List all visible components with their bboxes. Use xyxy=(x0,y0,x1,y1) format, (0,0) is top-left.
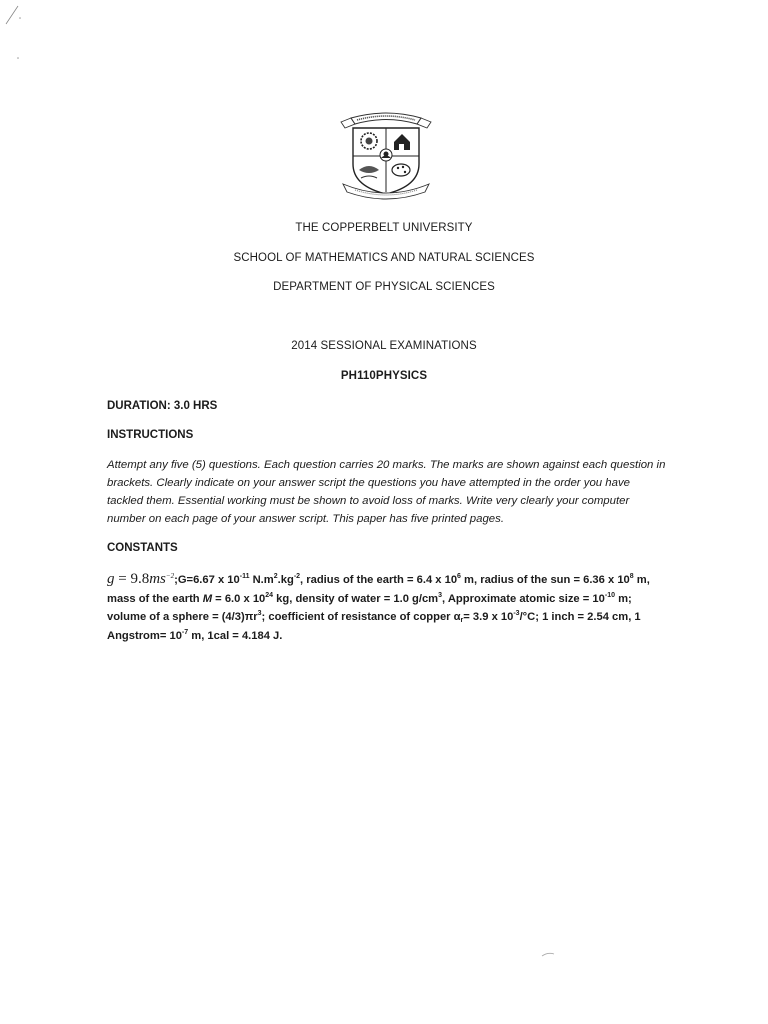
earth-mass-exponent: 24 xyxy=(265,591,274,599)
g-symbol: g xyxy=(107,571,115,587)
copper-value: = 3.9 x 10 xyxy=(463,611,514,624)
grav-unit-kg: .kg xyxy=(277,574,294,586)
scan-speck-icon xyxy=(540,950,560,960)
instructions-heading: INSTRUCTIONS xyxy=(107,429,194,441)
atomic-size: , Approximate atomic size = 10 xyxy=(442,592,605,605)
grav-unit-exponent: 2 xyxy=(273,573,278,580)
sun-radius: m, radius of the sun = 6.36 x 10 xyxy=(460,574,630,586)
course-code: PH110PHYSICS xyxy=(340,370,428,382)
copper-subscript: r xyxy=(460,617,464,625)
water-density: kg, density of water = 1.0 g/cm xyxy=(273,592,439,605)
constants-heading: CONSTANTS xyxy=(107,542,178,554)
sphere-volume: m; volume of a sphere = (4/3)πr xyxy=(107,592,632,624)
university-name: THE COPPERBELT UNIVERSITY xyxy=(295,222,473,234)
grav-unit-kg-exponent: -2 xyxy=(293,573,301,580)
department-name: DEPARTMENT OF PHYSICAL SCIENCES xyxy=(273,281,495,293)
water-density-exponent: 3 xyxy=(438,591,443,599)
grav-constant-exponent: -11 xyxy=(239,573,250,580)
g-exponent: −2 xyxy=(165,572,175,580)
calorie: m, 1cal = 4.184 J. xyxy=(188,630,283,643)
inch-angstrom: /°C; 1 inch = 2.54 cm, 1 Angstrom= 10 xyxy=(107,611,641,643)
earth-radius: , radius of the earth = 6.4 x 10 xyxy=(300,574,458,586)
duration: DURATION: 3.0 HRS xyxy=(107,400,218,412)
g-unit: ms xyxy=(149,571,166,587)
university-crest-logo xyxy=(339,110,433,200)
school-name: SCHOOL OF MATHEMATICS AND NATURAL SCIENCES xyxy=(233,252,535,264)
scan-mark-icon xyxy=(4,2,26,62)
g-value: = 9.8 xyxy=(114,571,150,587)
sun-radius-exponent: 8 xyxy=(629,573,634,580)
copper-exponent: -3 xyxy=(513,610,520,618)
earth-radius-exponent: 6 xyxy=(457,573,461,580)
earth-mass-value: = 6.0 x 10 xyxy=(212,592,266,605)
grav-unit: N.m xyxy=(249,574,274,586)
earth-mass-label: m, mass of the earth xyxy=(107,574,650,605)
angstrom-exponent: -7 xyxy=(181,629,189,637)
atomic-size-exponent: -10 xyxy=(604,591,615,599)
earth-mass-symbol: M xyxy=(202,592,213,605)
grav-constant: ;G=6.67 x 10 xyxy=(174,574,240,586)
sphere-volume-exponent: 3 xyxy=(257,610,262,618)
exam-title: 2014 SESSIONAL EXAMINATIONS xyxy=(291,340,477,352)
instructions-text: Attempt any five (5) questions. Each question carries 20 marks. The marks are shown against each question in brackets. Clearly indicate on your answer script the questions you have attempted in the order you have tackled them. Essential working must be shown to avoid loss of marks. Write very clearly your computer number on each page of your answer script. This paper has five printed pages. xyxy=(107,459,666,525)
constants-text xyxy=(107,570,667,646)
copper-resistance: ; coefficient of resistance of copper α xyxy=(261,611,461,624)
